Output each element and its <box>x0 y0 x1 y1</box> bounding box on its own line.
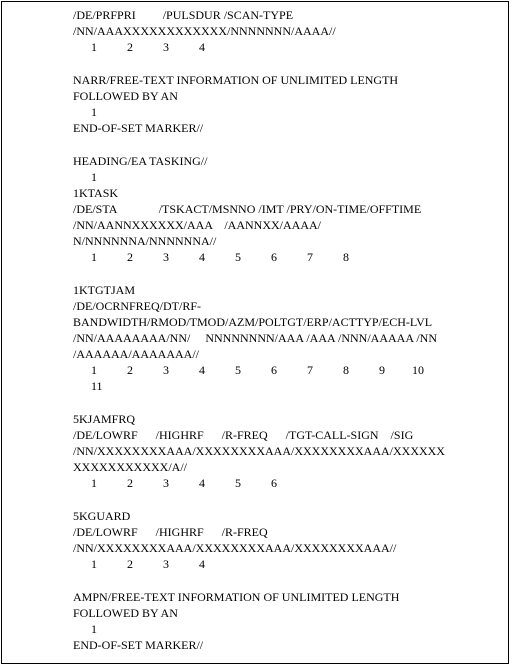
ampn-set <box>73 589 505 653</box>
set-line: 5KJAMFRQ <box>73 412 136 426</box>
set-line: /DE/LOWRF /HIGHRF /R-FREQ <box>73 525 268 539</box>
set-line: /NN/AAAAAAAA/NN/ NNNNNNNN/AAA /AAA /NNN/AAAAA /NN <box>73 331 437 345</box>
field-numbers: 11 <box>73 379 103 393</box>
set-line: /DE/PRFPRI /PULSDUR /SCAN-TYPE <box>73 8 294 22</box>
kguard-set <box>73 508 505 572</box>
field-numbers: 1 2 3 4 5 6 <box>73 476 277 490</box>
page-frame <box>1 1 509 664</box>
field-numbers: 1 2 3 4 <box>73 40 205 54</box>
field-numbers: 1 <box>73 170 97 184</box>
set-line: 5KGUARD <box>73 509 131 523</box>
field-numbers: 1 <box>73 105 97 119</box>
set-line: XXXXXXXXXXX/A// <box>73 460 187 474</box>
set-line: /NN/AANNXXXXXX/AAA /AANNXX/AAAA/ <box>73 218 321 232</box>
set-line: BANDWIDTH/RMOD/TMOD/AZM/POLTGT/ERP/ACTTYP/ECH-LVL <box>73 315 433 329</box>
set-line: /NN/XXXXXXXXAAA/XXXXXXXXAAA/XXXXXXXXAAA// <box>73 541 397 555</box>
prfpri-set <box>73 7 505 55</box>
ktgtjam-set <box>73 282 505 394</box>
set-line: /AAAAAA/AAAAAAA// <box>73 347 199 361</box>
set-line: AMPN/FREE-TEXT INFORMATION OF UNLIMITED LENGTH <box>73 590 400 604</box>
set-line: FOLLOWED BY AN <box>73 606 178 620</box>
field-numbers: 1 2 3 4 5 6 7 8 <box>73 250 349 264</box>
ktask-set <box>73 153 505 265</box>
narr-set <box>73 72 505 136</box>
set-line: /DE/OCRNFREQ/DT/RF- <box>73 299 202 313</box>
set-line: 1KTASK <box>73 186 119 200</box>
set-line: N/NNNNNNA/NNNNNNA// <box>73 234 217 248</box>
set-line: /DE/STA /TSKACT/MSNNO /IMT /PRY/ON-TIME/OFFTIME <box>73 202 422 216</box>
field-numbers: 1 2 3 4 5 6 7 8 9 10 <box>73 363 424 377</box>
set-line: /NN/XXXXXXXXAAA/XXXXXXXXAAA/XXXXXXXXAAA/XXXXXX <box>73 444 445 458</box>
message-format-document <box>73 7 505 653</box>
set-line: NARR/FREE-TEXT INFORMATION OF UNLIMITED LENGTH <box>73 73 399 87</box>
set-line: FOLLOWED BY AN <box>73 89 178 103</box>
set-line: /DE/LOWRF /HIGHRF /R-FREQ /TGT-CALL-SIGN /SIG <box>73 428 414 442</box>
set-line: END-OF-SET MARKER// <box>73 121 204 135</box>
kjamfrq-set <box>73 411 505 491</box>
set-line: 1KTGTJAM <box>73 283 135 297</box>
field-numbers: 1 2 3 4 <box>73 557 205 571</box>
set-line: /NN/AAAXXXXXXXXXXXX/NNNNNNN/AAAA// <box>73 24 336 38</box>
field-numbers: 1 <box>73 622 97 636</box>
set-line: HEADING/EA TASKING// <box>73 154 208 168</box>
set-line: END-OF-SET MARKER// <box>73 638 204 652</box>
